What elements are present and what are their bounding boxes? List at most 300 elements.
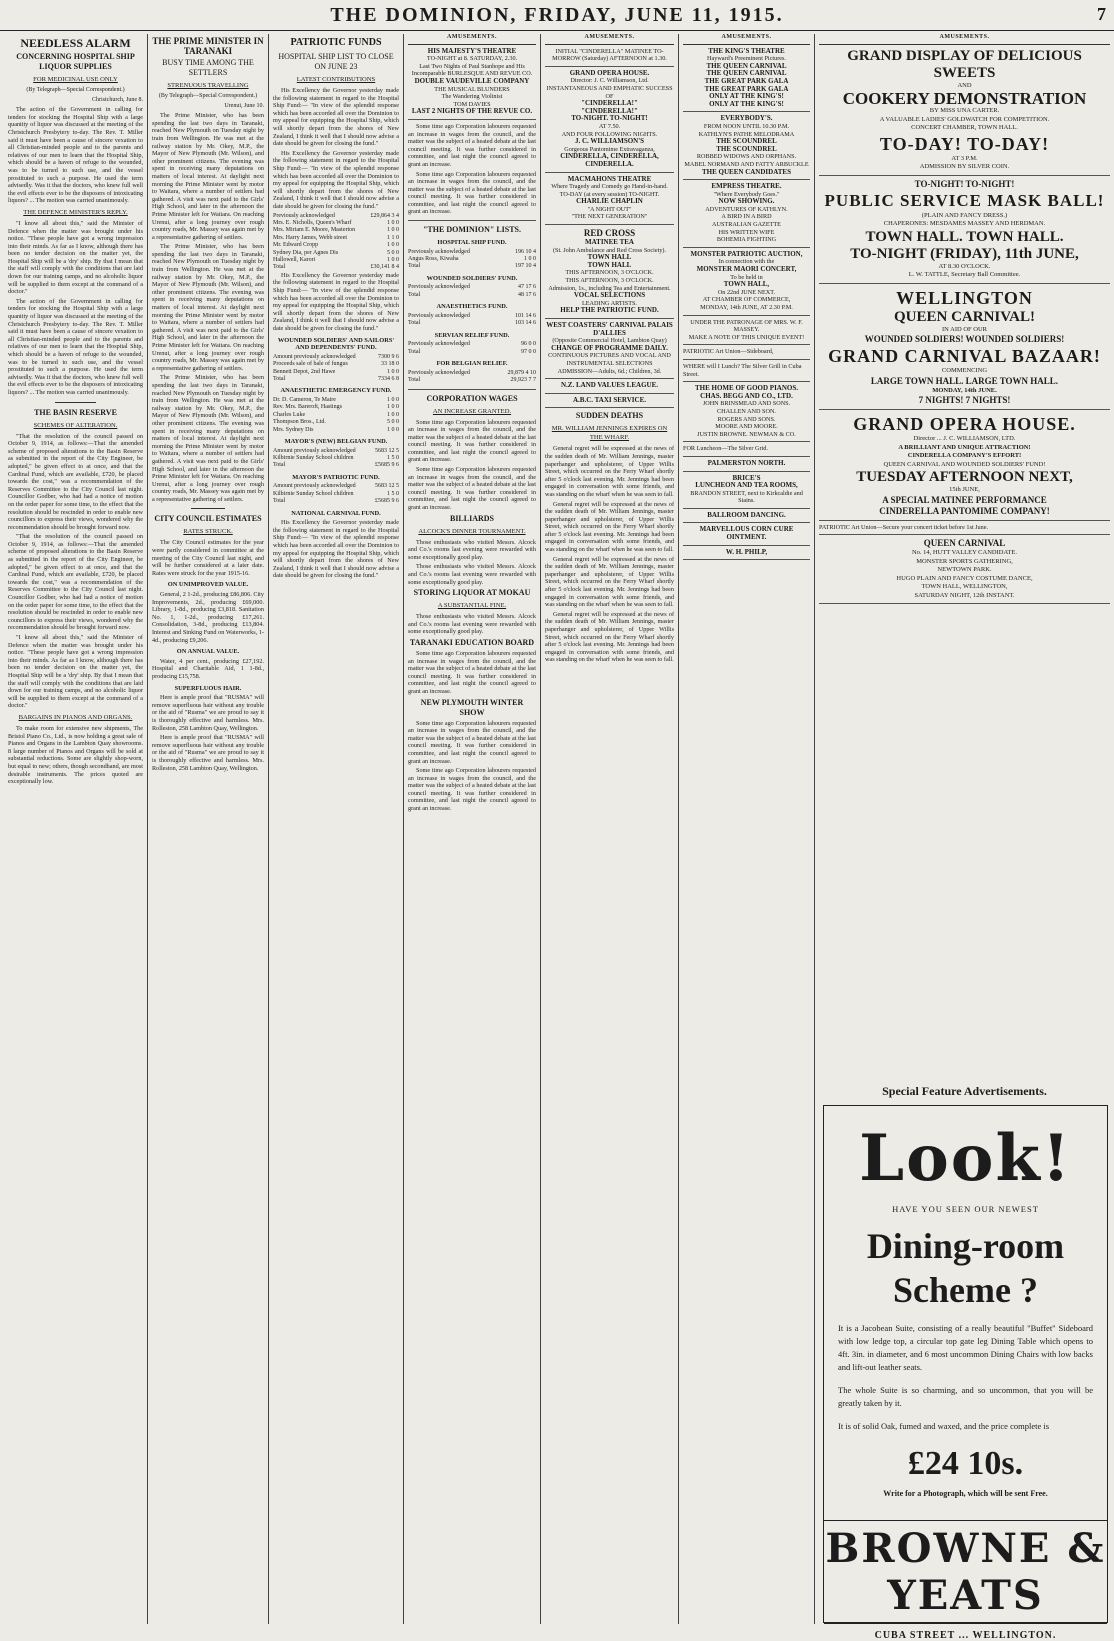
article-body: Some time ago Corporation labourers requested an increase in wages from the council, and the matter was the subject of a heated debate at the last council meeting. It was further considered in committee, and last night the council agreed to grant an increase.: [408, 170, 536, 216]
ad-title: UNDER THE PATRONAGE OF MRS. W. F. MASSEY.: [690, 318, 803, 334]
advertisement: [545, 228, 674, 319]
article-body: Water, 4 per cent., producing £27,192. Hospital and Charitable Aid, 1 1-8d., producing £15,758.: [152, 657, 264, 680]
article-subheadline: STRENUOUS TRAVELLING: [167, 82, 249, 89]
table-cell-amount: 197 10 4: [515, 263, 536, 270]
ad-line: THIS AFTERNOON, 3 O'CLOCK.: [565, 269, 654, 277]
ad-line: (St. John Ambulance and Red Cross Society).: [552, 246, 667, 254]
advertisement: [683, 115, 810, 180]
article-body: The action of the Government in calling for tenders for stocking the Hospital Ship with a large quantity of liquor was discussed at the meeting of the Christchurch Presbytery to-day. The Rev. T. Miller said it must have been a cause of sincere vexation to all Christian-minded people and to the parents and relatives of our men to learn that the Hospital Ship, which should be a haven of refuge to the wounded, was to be turned to such use, and the vessel prostituted to such a purpose. He used the term advisedly. Was it that the doctors, who knew full well the evil effects ever to be the disposers of intoxicating liquors? ... The motion was carried unanimously.: [8, 297, 143, 396]
fund-table: [273, 397, 399, 434]
article-body: General regret will be expressed at the news of the sudden death of Mr. William Jennings, master paperhanger and upholsterer, of Upper Willis Street, which occurred on the Ferry Wharf shortly after 5 o'clock last evening. Mr. Jennings had been engaged in conversation with some friends, and was standing on the wharf when he was seen to fall.: [545, 610, 674, 664]
byline: (By Telegraph—Special Correspondent.): [26, 87, 125, 93]
ad-title: WEST COASTERS' CARNIVAL PALAIS D'ALLIES: [546, 321, 673, 337]
ad-line: AND FOUR FOLLOWING NIGHTS.: [561, 130, 658, 138]
article-body: Those enthusiasts who visited Messrs. Alcock and Co.'s rooms last evening were rewarded with some exceptionally good play.: [408, 613, 536, 636]
ad-line: AT 3 P.M.: [951, 154, 978, 162]
table-cell-amount: 29,923 7 7: [510, 377, 536, 384]
article-subheadline: CONCERNING HOSPITAL SHIP LIQUOR SUPPLIES: [16, 52, 135, 71]
ad-line: CINDERELLA PANTOMIME COMPANY!: [879, 505, 1050, 516]
ad-line: LARGE TOWN HALL. LARGE TOWN HALL.: [870, 375, 1059, 386]
ad-title: MARVELLOUS CORN CURE OINTMENT.: [699, 525, 794, 542]
section-heading: SERVIAN RELIEF FUND.: [434, 331, 510, 339]
table-cell-amount: 1 0 0: [387, 396, 399, 403]
ad-line: JOHN BRINSMEAD AND SONS.: [702, 400, 791, 408]
ad-line: KATHLYN'S PATHE MELODRAMA: [698, 130, 795, 138]
table-cell-amount: 1 5 0: [387, 490, 399, 497]
ad-subheadline: HAVE YOU SEEN OUR NEWEST: [892, 1204, 1039, 1214]
advertisement: [683, 549, 810, 561]
advertisement: [545, 70, 674, 173]
article-subheadline: LATEST CONTRIBUTIONS: [296, 76, 376, 83]
table-cell-label: Amount previously acknowledged: [273, 447, 356, 454]
ad-line: L. W. TATTLE, Secretary Ball Committee.: [908, 271, 1021, 279]
fund-table: [408, 341, 536, 356]
section-heading: MAYOR'S PATRIOTIC FUND.: [292, 473, 380, 481]
fund-table: [408, 249, 536, 271]
ad-line: BRANDON STREET, next to Kirkcaldie and Stains.: [690, 489, 803, 505]
fund-table: [408, 370, 536, 385]
table-cell-amount: 1 0 0: [387, 404, 399, 411]
table-row: [408, 249, 536, 256]
ad-line: LEADING ARTISTS.: [582, 299, 637, 307]
masthead: [0, 0, 1114, 31]
section-heading: ANAESTHETIC EMERGENCY FUND.: [280, 387, 392, 395]
ad-line: THE SCOUNDREL: [716, 137, 777, 146]
table-cell-label: Previously acknowledged: [408, 312, 470, 319]
table-cell-label: Rev. Mrs. Bareroft, Hastings: [273, 404, 342, 411]
table-cell-amount: 48 17 6: [518, 291, 536, 298]
ad-body: It is of solid Oak, fumed and waxed, and the price complete is: [838, 1421, 1050, 1431]
ad-line: MABEL NORMAND AND FATTY ARBUCKLE: [684, 160, 809, 168]
ad-line: HUGO PLAIN AND FANCY COSTUME DANCE,: [896, 574, 1033, 582]
article-body: "That the resolution of the council passed on October 9, 1914, as follows:—That the amended scheme of proposed alterations to the Basin Reserve as submitted in the report of the City Engineer, be adopted," be given effect to at once, and that the Cardinal Fund, which are available, £720, be placed towards the cost," was a recommendation of the Reserves Committee to the City Council last night. Councillor Godber, who had had a notice of motion on the order paper for some time, to the effect that the resolution should be rescinded in order to enable new councillors to express their views, wondered why the recommendation should be brought forward now.: [8, 432, 143, 531]
ad-line: DOUBLE VAUDEVILLE COMPANY: [414, 76, 530, 85]
ad-line: JUSTIN BROWNE. NEWMAN & CO.: [697, 430, 796, 438]
section-heading: WOUNDED SOLDIERS' FUND.: [426, 274, 518, 282]
ad-title: N.Z. LAND VALUES LEAGUE.: [561, 381, 658, 390]
ad-line: ONLY AT THE KING'S!: [709, 92, 784, 101]
table-cell-amount: 7334 6 8: [378, 375, 399, 382]
ad-body: It is a Jacobean Suite, consisting of a really beautiful "Buffet" Sideboard with low ledge top, a circular top gate leg Dining Table which opens to 4ft. 3in. in diameter, and 6 most uncommon Dining Chairs with low backs and lift-out leather seats.: [838, 1323, 1093, 1372]
table-cell-label: Thompson Bros., Ltd.: [273, 419, 326, 426]
table-cell-amount: £29,864 3 4: [370, 212, 399, 219]
article-headline: BILLIARDS: [449, 513, 494, 523]
ad-line: QUEEN CARNIVAL!: [894, 308, 1035, 325]
table-cell-amount: 5 0 0: [387, 249, 399, 256]
page-number: 7: [1097, 4, 1106, 24]
table-cell-amount: 1 0 0: [387, 426, 399, 433]
table-cell-label: Angus Ross, Kiwaha: [408, 256, 459, 263]
byline: (By Telegraph—Special Correspondent.): [158, 93, 258, 99]
column-needless-alarm: [4, 34, 147, 1624]
ad-line: ADMISSION BY SILVER COIN.: [919, 163, 1010, 171]
table-row: [273, 419, 399, 426]
ad-line: TOWN HALL: [587, 253, 632, 262]
table-cell-amount: 1 0 0: [524, 256, 536, 263]
ad-line: Where Tragedy and Comedy go Hand-in-hand.: [551, 183, 668, 191]
advertisement-queen-carnival: [819, 287, 1110, 411]
ad-line: Hayward's Preeminent Pictures.: [707, 55, 786, 63]
ad-line: THE QUEEN CARNIVAL: [706, 69, 787, 78]
ad-title: BALLROOM DANCING.: [707, 510, 786, 519]
ad-line: THIS AFTERNOON, 3 O'CLOCK.: [565, 277, 654, 285]
ad-title: WHERE will I Lunch? The Silver Grill in Cuba Street.: [683, 362, 802, 378]
advertisement: [819, 524, 1110, 536]
section-heading: ANAESTHETICS FUND.: [436, 303, 508, 311]
ad-line: (Opposite Commercial Hotel, Lambton Quay): [552, 337, 667, 345]
advertisement-browne-yeats: [823, 1105, 1108, 1641]
ad-line: INITIAL "CINDERELLA" MATINEE TO-MORROW (Saturday) AFTERNOON at 1.30.: [552, 47, 667, 63]
table-cell-amount: 97 0 0: [521, 348, 536, 355]
article-body: His Excellency the Governor yesterday made the following statement in regard to the Hospital Ship Fund:— "In view of the splendid response which has been accorded all over the Dominion to my appeal for equipping the Hospital Ship, which will shortly depart from the shores of New Zealand, I think it well that I should now advise a date should be given for closing the fund.": [273, 519, 399, 580]
article-body: Those enthusiasts who visited Messrs. Alcock and Co.'s rooms last evening were rewarded with some exceptionally good play.: [408, 563, 536, 586]
advertisement: [683, 319, 810, 346]
ad-line: 7 NIGHTS! 7 NIGHTS!: [918, 395, 1011, 406]
advertisement: [683, 475, 810, 509]
ad-line: HIS WRITTEN WIFE: [718, 228, 775, 236]
section-header: AMUSEMENTS.: [819, 34, 1110, 45]
column-amusements-3: [679, 34, 814, 1624]
ad-line: "CINDERELLA!": [581, 99, 638, 108]
article-headline: SUDDEN DEATHS: [575, 411, 644, 421]
ad-line: TO-NIGHT (FRIDAY), 11th JUNE,: [850, 245, 1079, 262]
ad-line: Last Two Nights of Paul Stanhope and His Incomparable BURLESQUE AND REVUE CO.: [411, 62, 533, 78]
article-body: Here is ample proof that "RUSMA" will remove superfluous hair without any trouble or the aid of "Rusma" we are proud to say it is thoroughly effective and harmless. Mrs. Rolleston, 258 Lambton Quay, Wellington.: [152, 734, 264, 772]
article-body: Some time ago Corporation labourers requested an increase in wages from the council, and the matter was the subject of a heated debate at the last council meeting. It was further considered in committee, and last night the council agreed to grant an increase.: [408, 767, 536, 813]
table-cell-label: Kilbirnie Sunday School children: [273, 490, 354, 497]
advertisement: [683, 445, 810, 457]
article-headline: STORING LIQUOR AT MOKAU: [413, 588, 531, 598]
table-row: [273, 227, 399, 234]
table-cell-label: Total: [408, 348, 421, 355]
table-row: [273, 498, 399, 505]
ad-line: ADMISSION—Adults, 6d.; Children, 3d.: [557, 367, 662, 375]
ad-line: NEWTOWN PARK.: [937, 566, 992, 574]
table-cell-label: Amount previously acknowledged: [273, 353, 356, 360]
article-body: General regret will be expressed at the news of the sudden death of Mr. William Jennings, master paperhanger and upholsterer, of Upper Willis Street, which occurred on the Ferry Wharf shortly after 5 o'clock last evening. Mr. Jennings had been engaged in conversation with some friends, and was standing on the wharf when he was seen to fall.: [545, 555, 674, 609]
ad-line: THE GREAT PARK GALA: [704, 84, 789, 93]
table-cell-amount: 1 5 0: [387, 454, 399, 461]
table-cell-amount: 1 1 0: [387, 234, 399, 241]
ad-line: MONDAY, 14th JUNE.: [932, 386, 997, 394]
table-cell-label: Mrs. Harry James, Webb street: [273, 234, 348, 241]
ad-title: QUEEN CARNIVAL: [923, 538, 1006, 549]
advertisement: [683, 363, 810, 382]
table-row: [273, 242, 399, 249]
ad-price: £24 10s.: [907, 1445, 1024, 1482]
ad-line: In connection with the: [718, 258, 775, 266]
table-cell-label: Amount previously acknowledged: [273, 483, 356, 490]
table-row: [273, 235, 399, 242]
ad-line: MONSTER MAORI CONCERT,: [696, 265, 797, 274]
table-cell-label: Kilbirnie Sunday School children: [273, 454, 354, 461]
ad-line: TOWN HALL: [587, 260, 632, 269]
ad-line: AT 8.30 O'CLOCK.: [938, 262, 991, 270]
ad-line: "Where Everybody Goes.": [713, 190, 780, 198]
column-amusements-1: [404, 34, 540, 1624]
article-body: Some time ago Corporation labourers requested an increase in wages from the council, and the matter was the subject of a heated debate at the last council meeting. It was further considered in committee, and last night the council agreed to grant an increase.: [408, 719, 536, 765]
table-cell-amount: 33 18 0: [381, 361, 399, 368]
ad-title: PUBLIC SERVICE MASK BALL!: [824, 190, 1105, 210]
article-headline: THE PRIME MINISTER IN TARANAKI: [152, 36, 264, 56]
ad-title: A.B.C. TAXI SERVICE.: [572, 395, 646, 404]
article-subheadline: SCHEMES OF ALTERATION.: [33, 421, 118, 429]
article-body: Some time ago Corporation labourers requested an increase in wages from the council, and the matter was the subject of a heated debate at the last council meeting. It was further considered in committee, and last night the council agreed to grant an increase.: [408, 466, 536, 512]
ad-line: LAST 2 NIGHTS OF THE REVUE CO.: [411, 107, 533, 116]
table-cell-amount: 1 0 0: [387, 227, 399, 234]
ad-line: "A NIGHT OUT": [587, 205, 632, 213]
table-row: [408, 313, 536, 320]
table-cell-amount: 1 0 0: [387, 368, 399, 375]
advertisement: [683, 385, 810, 442]
ad-line: CONCERT CHAMBER, TOWN HALL.: [911, 124, 1018, 132]
advertisement: [545, 397, 674, 409]
table-row: [273, 257, 399, 264]
section-header: AMUSEMENTS.: [683, 34, 810, 45]
ad-line: CINDERELLA, CINDERELLA, CINDERELLA.: [560, 152, 659, 168]
section-header: AMUSEMENTS.: [408, 34, 536, 45]
ad-line: "CINDERELLA!": [581, 106, 638, 115]
advertisement-opera-house: [819, 413, 1110, 521]
ad-line: Director: J. C. Williamson, Ltd.: [570, 77, 649, 85]
special-feature-heading: Special Feature Advertisements.: [882, 1084, 1047, 1098]
ad-line: J. C. WILLIAMSON'S: [574, 137, 645, 146]
article-headline: THE BASIN RESERVE: [34, 407, 117, 417]
ad-line: THE QUEEN CARNIVAL: [706, 61, 787, 70]
advertisement: [683, 512, 810, 524]
table-row: [408, 263, 536, 270]
ad-title: GRAND OPERA HOUSE.: [569, 68, 650, 77]
article-body: General regret will be expressed at the news of the sudden death of Mr. William Jennings, master paperhanger and upholsterer, of Upper Willis Street, which occurred on the Ferry Wharf shortly after 5 o'clock last evening. Mr. Jennings had been engaged in conversation with some friends, and was standing on the wharf when he was seen to fall.: [545, 500, 674, 554]
ad-line: TO-NIGHT. TO-NIGHT!: [571, 114, 648, 123]
table-row: [273, 455, 399, 462]
table-cell-label: Previously acknowledged: [408, 248, 470, 255]
newspaper-title: THE DOMINION, FRIDAY, JUNE 11, 1915.: [330, 4, 784, 26]
section-heading: SUPERFLUOUS HAIR.: [174, 684, 242, 692]
table-row: [408, 341, 536, 348]
table-row: [273, 462, 399, 469]
ad-line: FROM NOON UNTIL 10.30 P.M.: [703, 122, 790, 130]
table-cell-label: Mrs. Sydney Dis: [273, 426, 314, 433]
ad-line: No. 14, HUTT VALLEY CANDIDATE.: [911, 549, 1018, 557]
ad-line: AND: [957, 81, 972, 89]
table-row: [273, 250, 399, 257]
ad-line: TOM DAVIES: [453, 100, 491, 108]
ad-line: TOWN HALL, WELLINGTON,: [921, 583, 1008, 591]
ad-line: ROBBED WIDOWS AND ORPHANS.: [696, 153, 797, 161]
ad-line: A BIRD IN A BIRD: [721, 213, 772, 221]
ad-line: TO-DAY! TO-DAY!: [879, 133, 1050, 154]
advertisement-queen-carnival-2: [819, 538, 1110, 604]
table-cell-amount: 5683 12 5: [375, 483, 399, 490]
ad-title: FOR Luncheon—The Silver Grid.: [683, 445, 768, 453]
ad-line: "THE NEXT GENERATION": [571, 213, 648, 221]
ad-line: ROGERS AND SONS.: [717, 415, 776, 423]
table-row: [273, 427, 399, 434]
article-headline: NEEDLESS ALARM: [20, 36, 131, 50]
ad-line: MONDAY, 14th JUNE, AT 2.30 P.M.: [700, 304, 793, 311]
ad-line: IN AID OF OUR: [942, 325, 987, 333]
table-cell-amount: £5685 9 6: [375, 498, 399, 505]
table-cell-label: Previously acknowledged: [408, 369, 470, 376]
article-subheadline: HOSPITAL SHIP LIST TO CLOSE ON JUNE 23: [278, 52, 394, 71]
table-cell-label: Total: [408, 263, 421, 270]
ad-line: ONLY AT THE KING'S!: [709, 99, 784, 108]
table-row: [273, 404, 399, 411]
section-heading: FOR BELGIAN RELIEF.: [436, 360, 508, 368]
ad-line: 15th JUNE,: [949, 486, 980, 494]
ad-body: The whole Suite is so charming, and so uncommon, that you will be greatly taken by it.: [838, 1385, 1093, 1408]
article-body: Here is ample proof that "RUSMA" will remove superfluous hair without any trouble or the aid of "Rusma" we are proud to say it is thoroughly effective and harmless. Mrs. Rolleston, 258 Lambton Quay, Wellington.: [152, 694, 264, 732]
ad-line: MAKE A NOTE OF THIS UNIQUE EVENT!: [688, 333, 805, 341]
article-headline: TARANAKI EDUCATION BOARD: [409, 637, 535, 647]
article-body: Some time ago Corporation labourers requested an increase in wages from the council, and the matter was the subject of a heated debate at the last council meeting. It was further considered in committee, and last night the council agreed to grant an increase.: [408, 122, 536, 168]
ad-line: AUSTRALIAN GAZETTE: [712, 221, 781, 229]
ad-line: The Wandering Violinist: [441, 93, 503, 101]
advertisement-sweets: [819, 48, 1110, 176]
article-body: The Prime Minister, who has been spending the last two days in Taranaki, reached New Plymouth on Tuesday night by train from Wellington. He was met at the railway station by Mr. Okey, M.P., the Mayor of New Plymouth (Mr. Wilson), and other prominent citizens. The evening was spent in receiving many deputations on matters of local interest. At daylight next morning the Prime Minister went by motor to Waitara, where a number of settlers had gathered. A visit was next paid to the Girls' High School, and later in the afternoon the Prime Minister left for Waitara. On reaching Urenui, after a long journey over rough country roads, Mr. Massey was again met by a representative gathering of settlers.: [152, 374, 264, 503]
ad-line: AT CHAMBER OF COMMERCE,: [702, 296, 791, 304]
table-cell-label: Total: [273, 498, 286, 505]
ad-line: INSTANTANEOUS AND EMPHATIC SUCCESS OF: [546, 84, 673, 100]
table-cell-label: Mr. Edward Cropp: [273, 242, 319, 249]
ad-line: Write for a Photograph, which will be sent Free.: [883, 1489, 1048, 1498]
column-amusements-4: [815, 34, 1114, 1100]
fund-table: [273, 213, 399, 272]
table-row: [273, 491, 399, 498]
article-body: "I know all about this," said the Minister of Defence when the matter was brought under his notice. "These people have got a wrong impression into their minds. As far as I know, although there has been no tender decision on the matter yet, the Hospital Ship will be a 'dry' ship. By that I mean that the staff will comply with the conditions that are laid down for our training camps, and no alcoholic liquor will be supplied to them except at the command of a doctor.": [8, 634, 143, 710]
table-cell-label: Mrs. Miriam E. Moore, Masterton: [273, 227, 356, 234]
ad-title: Dining-room Scheme ?: [866, 1226, 1065, 1310]
table-cell-label: Hallowell, Karori: [273, 256, 316, 263]
article-subheadline: AN INCREASE GRANTED.: [432, 407, 512, 415]
section-header: AMUSEMENTS.: [545, 34, 674, 45]
ad-line: Admission, 1s., including Tea and Entertainment.: [548, 284, 671, 292]
ad-title: PATRIOTIC Art Union—Secure your concert ticket before 1st June.: [819, 523, 989, 531]
column-patriotic-funds: [269, 34, 403, 1624]
article-subheadline: RATES STRUCK.: [183, 528, 233, 536]
section-heading: BARGAINS IN PIANOS AND ORGANS.: [18, 713, 133, 721]
table-cell-label: Proceeds sale of bale of fungus: [273, 361, 348, 368]
article-body: Some time ago Corporation labourers requested an increase in wages from the council, and the matter was the subject of a heated debate at the last council meeting. It was further considered in committee, and last night the council agreed to grant an increase.: [408, 649, 536, 695]
ad-line: SATURDAY NIGHT, 12th INSTANT.: [914, 591, 1015, 599]
ad-line: COMMENCING: [941, 367, 988, 375]
ad-line: THE SCOUNDREL: [716, 144, 777, 153]
ad-line: THE GREAT PARK GALA: [704, 76, 789, 85]
ad-line: NOW SHOWING.: [718, 197, 775, 206]
ad-title: GRAND DISPLAY OF DELICIOUS SWEETS: [847, 47, 1082, 81]
table-cell-label: Previously acknowledged: [273, 212, 335, 219]
table-row: [408, 320, 536, 327]
ad-line: CONTINUOUS PICTURES AND VOCAL AND INSTRUMENTAL SELECTIONS: [548, 352, 671, 367]
table-cell-amount: 29,879 4 10: [507, 369, 536, 376]
section-heading: THE DEFENCE MINISTER'S REPLY.: [23, 208, 128, 216]
table-cell-amount: 1 0 0: [387, 242, 399, 249]
table-cell-label: Bennett Depot, 2nd Hawe: [273, 368, 336, 375]
table-cell-amount: 1 0 0: [387, 256, 399, 263]
table-row: [273, 213, 399, 220]
ad-line: TOWN HALL. TOWN HALL.: [865, 228, 1064, 245]
ad-address: CUBA STREET ... WELLINGTON.: [874, 1630, 1057, 1641]
table-row: [408, 349, 536, 356]
ad-line: TO-DAY (at every session) TO-NIGHT.: [559, 190, 660, 198]
ad-line: AT 7.50.: [598, 122, 621, 130]
table-row: [273, 220, 399, 227]
table-cell-amount: £5685 9 6: [375, 462, 399, 469]
ad-line: VOCAL SELECTIONS: [573, 291, 646, 300]
ad-line: CHAS. BEGG AND CO., LTD.: [700, 391, 793, 400]
column-prime-minister: [148, 34, 268, 1624]
article-headline: CITY COUNCIL ESTIMATES: [154, 514, 262, 524]
table-cell-label: Previously acknowledged: [408, 341, 470, 348]
advertisement-mask-ball: [819, 179, 1110, 284]
section-heading: ON UNIMPROVED VALUE.: [167, 581, 249, 589]
ad-title: BRICE'S: [732, 473, 761, 482]
article-body: To make room for extensive new shipments, The Bristol Piano Co., Ltd., is now holding a great sale of Pianos and Organs in the Lambton Quay showrooms. 8 large number of Pianos and Organs will be sold at substantial reductions. Some are slightly shop-worn, but equal to new; others, though secondhand, are most desirable instruments. The prices quoted are exceptionally low.: [8, 724, 143, 786]
ad-title: W. H. PHILP,: [725, 547, 768, 556]
article-body: The City Council estimates for the year were partly considered in committee at the meeting of the City Council last night, and will be further considered at a later date. Rates were struck for the year 1915-16.: [152, 539, 264, 577]
table-row: [408, 377, 536, 384]
table-cell-amount: 47 17 6: [518, 284, 536, 291]
advertisement: [545, 382, 674, 394]
ad-line: BY MISS UNA CARTER.: [929, 107, 1000, 115]
ad-line: A BRILLIANT AND UNIQUE ATTRACTION!: [898, 443, 1031, 451]
ad-line: To be held in: [730, 273, 763, 281]
table-cell-label: Total: [273, 264, 286, 271]
article-headline: NEW PLYMOUTH WINTER SHOW: [420, 697, 524, 717]
ad-line: TOWN HALL,: [723, 280, 770, 289]
fund-table: [273, 448, 399, 470]
article-body: "I know all about this," said the Minister of Defence when the matter was brought under his notice. "These people have got a wrong impression into their minds. As far as I know, although there has been no tender decision on the matter yet, the Hospital Ship will be a 'dry' ship. By that I mean that the staff will comply with the conditions that are laid down for our training camps, and no alcoholic liquor will be supplied to them except at the command of a doctor.": [8, 219, 143, 296]
section-heading: ON ANNUAL VALUE.: [176, 648, 240, 656]
table-cell-label: Mrs. E. Nicholls, Queen's Wharf: [273, 219, 352, 226]
article-body: The Prime Minister, who has been spending the last two days in Taranaki, reached New Plymouth on Tuesday night by train from Wellington. He was met at the railway station by Mr. Okey, M.P., the Mayor of New Plymouth (Mr. Wilson), and other prominent citizens. The evening was spent in receiving many deputations on matters of local interest. At daylight next morning the Prime Minister went by motor to Waitara, where a number of settlers had gathered. A visit was next paid to the Girls' High School, and later in the afternoon the Prime Minister left for Waitara. On reaching Urenui, after a long journey over rough country roads, Mr. Massey was again met by a representative gathering of settlers.: [152, 243, 264, 372]
article-headline: PATRIOTIC FUNDS: [290, 37, 382, 48]
ad-title: THE KING'S THEATRE: [708, 46, 785, 55]
ad-line: CHANGE OF PROGRAMME DAILY.: [551, 343, 668, 352]
article-body: The Prime Minister, who has been spending the last two days in Taranaki, reached New Plymouth on Tuesday night by train from Wellington. He was met at the railway station by Mr. Okey, M.P., the Mayor of New Plymouth (Mr. Wilson), and other prominent citizens. The evening was spent in receiving many deputations on matters of local interest. At daylight next morning the Prime Minister went by motor to Waitara, where a number of settlers had gathered. A visit was next paid to the Girls' High School, and later in the afternoon the Prime Minister left for Waitara. On reaching Urenui, after a long journey over rough country roads, Mr. Massey was again met by a representative gathering of settlers.: [152, 112, 264, 241]
ad-line: TUESDAY AFTERNOON NEXT,: [856, 469, 1073, 486]
table-cell-amount: 196 10 4: [515, 248, 536, 255]
table-row: [273, 448, 399, 455]
ad-line: WOUNDED SOLDIERS! WOUNDED SOLDIERS!: [864, 334, 1065, 345]
ad-line: BOHEMIA FIGHTING: [716, 236, 777, 244]
table-cell-amount: 5 0 0: [387, 419, 399, 426]
table-row: [408, 256, 536, 263]
ad-line: TO-NIGHT at 8. SATURDAY, 2.30.: [426, 55, 518, 63]
article-subheadline: BUSY TIME AMONG THE SETTLERS: [162, 58, 254, 77]
ad-line: THE MUSICAL BLUNDERS: [434, 85, 510, 93]
advertisement: [683, 251, 810, 316]
table-cell-label: Total: [273, 462, 286, 469]
ad-line: MATINEE TEA: [585, 238, 634, 247]
advertisement: [545, 322, 674, 379]
ad-line: THE QUEEN CANDIDATES: [702, 167, 791, 176]
ad-line: ADVENTURES OF KATHLYN.: [705, 205, 788, 213]
advertisement: [683, 48, 810, 113]
ad-line: LUNCHEON AND TEA ROOMS,: [695, 481, 798, 490]
ad-title: HIS MAJESTY'S THEATRE: [427, 46, 517, 55]
table-cell-label: Charles Luke: [273, 411, 306, 418]
table-cell-label: Total: [408, 320, 421, 327]
article-subheadline: A SUBSTANTIAL FINE.: [437, 602, 507, 610]
table-cell-label: Previously acknowledged: [408, 284, 470, 291]
table-row: [408, 370, 536, 377]
table-cell-amount: 96 0 0: [521, 341, 536, 348]
article-subheadline: FOR MEDICINAL USE ONLY: [33, 76, 118, 83]
table-row: [273, 264, 399, 271]
ad-line: QUEEN CARNIVAL AND WOUNDED SOLDIERS' FUND!: [883, 460, 1046, 468]
